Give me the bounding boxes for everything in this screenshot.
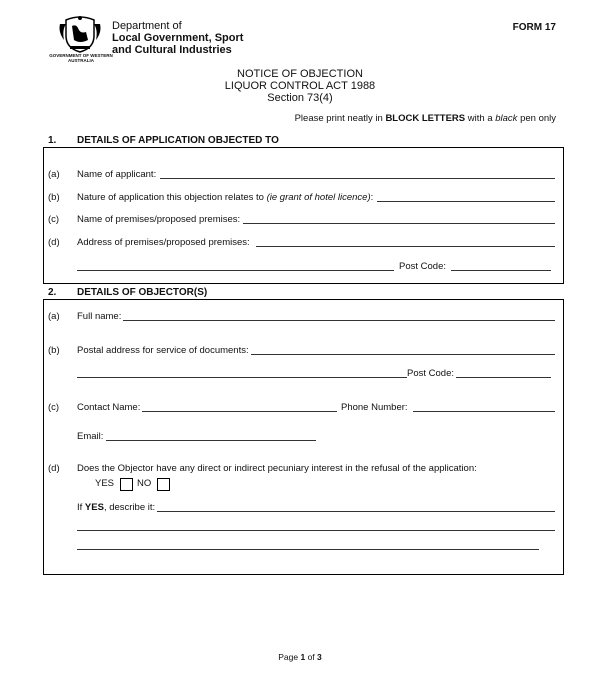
if-yes-suffix: , describe it: [103, 502, 156, 513]
section-1-number: 1. [48, 135, 57, 146]
email-label: Email: [77, 431, 104, 442]
department-name [112, 20, 243, 56]
email-field[interactable] [106, 440, 316, 441]
form-title: NOTICE OF OBJECTION [237, 68, 363, 80]
nature-label-colon: : [370, 192, 374, 203]
act-name: LIQUOR CONTROL ACT 1988 [224, 80, 376, 92]
if-yes-label [77, 502, 155, 514]
dept-line-3: and Cultural Industries [112, 44, 232, 56]
premises-address-label: Address of premises/proposed premises: [77, 237, 250, 248]
premises-address-line-2[interactable] [77, 270, 394, 271]
item-c-marker-2: (c) [48, 402, 60, 413]
instr-middle: with a [465, 113, 496, 124]
premises-postcode-label: Post Code: [399, 261, 446, 272]
premises-postcode-field[interactable] [451, 270, 551, 271]
application-nature-label [77, 192, 373, 204]
page-of: of [305, 652, 318, 662]
instr-italic: black [495, 113, 518, 124]
postal-address-line-2[interactable] [77, 377, 407, 378]
objector-postcode-label: Post Code: [407, 368, 454, 379]
page-prefix: Page [278, 652, 301, 662]
page-total: 3 [317, 652, 322, 662]
wa-government-crest-icon [56, 14, 104, 54]
instr-bold: BLOCK LETTERS [385, 113, 466, 124]
applicant-name-field[interactable] [160, 178, 555, 179]
applicant-name-label: Name of applicant: [77, 169, 157, 180]
dept-line-1: Department of [112, 20, 182, 32]
instr-suffix: pen only [517, 113, 556, 124]
item-b-marker: (b) [48, 192, 60, 203]
phone-number-field[interactable] [413, 411, 555, 412]
item-d-marker-2: (d) [48, 463, 60, 474]
yes-checkbox[interactable] [120, 478, 133, 491]
act-section: Section 73(4) [267, 92, 333, 104]
page-number [0, 652, 600, 662]
interest-description-line-1[interactable] [157, 511, 555, 512]
postal-address-field[interactable] [251, 354, 555, 355]
yes-label: YES [95, 478, 115, 489]
crest-caption: GOVERNMENT OF WESTERN AUSTRALIA [49, 53, 113, 63]
item-a-marker: (a) [48, 169, 60, 180]
no-checkbox[interactable] [157, 478, 170, 491]
if-yes-bold: YES [84, 502, 104, 513]
nature-label-example: (ie grant of hotel licence) [266, 192, 371, 203]
premises-address-field[interactable] [256, 246, 555, 247]
pecuniary-interest-question: Does the Objector have any direct or indirect pecuniary interest in the refusal of the application: [77, 463, 477, 474]
interest-description-line-2[interactable] [77, 530, 555, 531]
contact-name-label: Contact Name: [77, 402, 141, 413]
item-d-marker: (d) [48, 237, 60, 248]
dept-line-2: Local Government, Sport [112, 32, 244, 44]
item-a-marker-2: (a) [48, 311, 60, 322]
interest-description-line-3[interactable] [77, 549, 539, 550]
no-label: NO [137, 478, 152, 489]
premises-name-label: Name of premises/proposed premises: [77, 214, 241, 225]
print-instructions [295, 113, 556, 124]
form-number: FORM 17 [512, 22, 556, 33]
section-2-box [43, 299, 564, 575]
instr-prefix: Please print neatly in [294, 113, 386, 124]
premises-name-field[interactable] [243, 223, 555, 224]
section-2-number: 2. [48, 287, 57, 298]
nature-label-text: Nature of application this objection relates to [77, 192, 267, 203]
objector-postcode-field[interactable] [456, 377, 551, 378]
section-2-title: DETAILS OF OBJECTOR(S) [77, 287, 208, 298]
section-1-title: DETAILS OF APPLICATION OBJECTED TO [77, 135, 279, 146]
application-nature-field[interactable] [377, 201, 555, 202]
page-current: 1 [300, 652, 306, 662]
full-name-label: Full name: [77, 311, 122, 322]
item-b-marker-2: (b) [48, 345, 60, 356]
postal-address-label: Postal address for service of documents: [77, 345, 249, 356]
phone-number-label: Phone Number: [341, 402, 408, 413]
contact-name-field[interactable] [142, 411, 337, 412]
full-name-field[interactable] [123, 320, 555, 321]
if-yes-prefix: If [77, 502, 85, 513]
item-c-marker: (c) [48, 214, 60, 225]
